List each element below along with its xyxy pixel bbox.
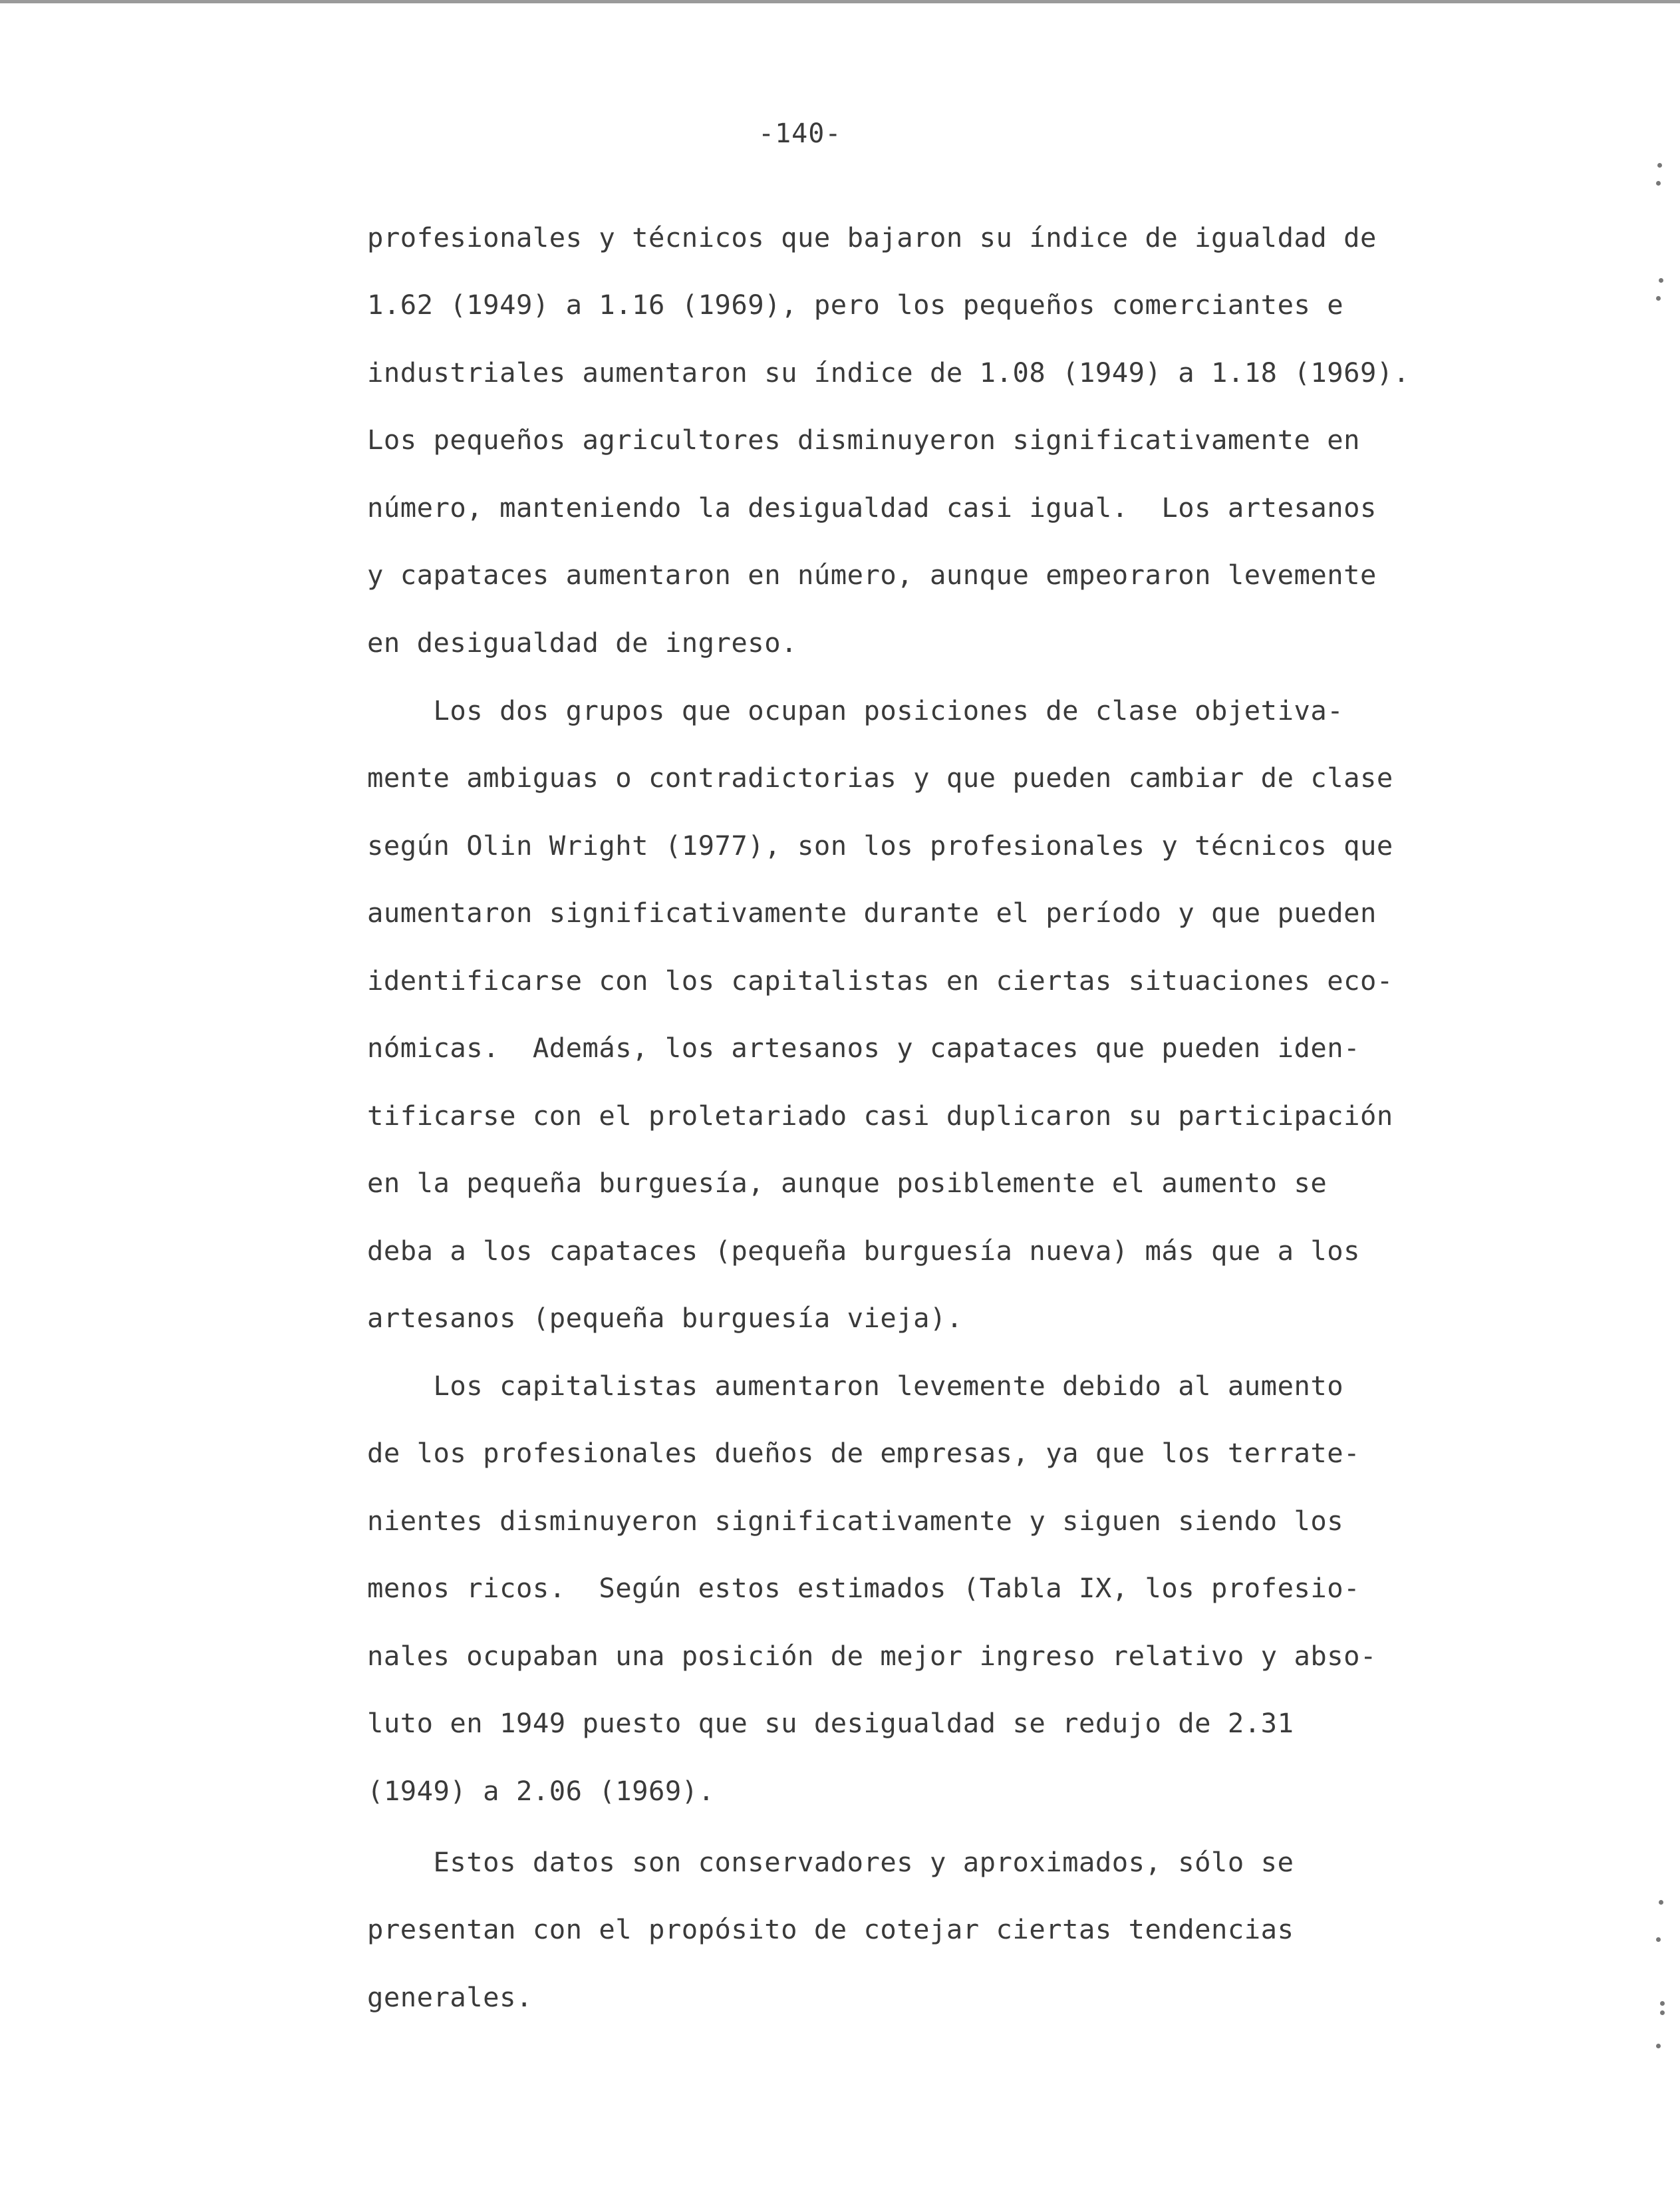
text-line: industriales aumentaron su índice de 1.08 (1949) a 1.18 (1969). [367,357,1410,389]
text-line: nales ocupaban una posición de mejor ingreso relativo y abso- [367,1640,1377,1672]
text-line: y capataces aumentaron en número, aunque empeoraron levemente [367,559,1377,591]
text-line: luto en 1949 puesto que su desigualdad se redujo de 2.31 [367,1707,1294,1739]
text-line: 1.62 (1949) a 1.16 (1969), pero los pequeños comerciantes e [367,289,1344,321]
text-line: deba a los capataces (pequeña burguesía nueva) más que a los [367,1235,1360,1267]
text-line: nómicas. Además, los artesanos y capataces que pueden iden- [367,1032,1360,1064]
text-line: mente ambiguas o contradictorias y que pueden cambiar de clase [367,762,1393,794]
text-line: presentan con el propósito de cotejar ciertas tendencias [367,1913,1294,1945]
scan-speck [1656,181,1661,186]
scan-speck [1660,2010,1665,2015]
text-line: número, manteniendo la desigualdad casi igual. Los artesanos [367,492,1377,524]
text-line: en la pequeña burguesía, aunque posiblemente el aumento se [367,1167,1328,1199]
text-line: en desigualdad de ingreso. [367,627,797,659]
text-line: Los pequeños agricultores disminuyeron significativamente en [367,424,1360,456]
scan-top-edge [0,0,1680,3]
scan-speck [1659,278,1663,283]
scan-speck [1657,163,1662,168]
text-line: de los profesionales dueños de empresas, ya que los terrate- [367,1437,1360,1469]
scan-speck [1656,2044,1661,2048]
text-line: según Olin Wright (1977), son los profesionales y técnicos que [367,830,1393,862]
text-line: menos ricos. Según estos estimados (Tabla IX, los profesio- [367,1572,1360,1604]
text-line: tificarse con el proletariado casi duplicaron su participación [367,1100,1393,1132]
scan-speck [1660,2001,1665,2006]
scan-speck [1656,296,1661,301]
text-line: generales. [367,1981,533,2013]
scan-speck [1656,1937,1661,1942]
text-line: (1949) a 2.06 (1969). [367,1775,715,1807]
text-line: aumentaron significativamente durante el período y que pueden [367,897,1377,929]
text-line: artesanos (pequeña burguesía vieja). [367,1302,963,1334]
text-line: Los dos grupos que ocupan posiciones de clase objetiva- [367,695,1344,726]
text-line: identificarse con los capitalistas en ciertas situaciones eco- [367,965,1393,997]
page-number: -140- [758,118,842,149]
text-line: profesionales y técnicos que bajaron su índice de igualdad de [367,222,1377,253]
text-line: nientes disminuyeron significativamente y siguen siendo los [367,1505,1344,1537]
text-line: Estos datos son conservadores y aproximados, sólo se [367,1846,1294,1878]
text-line: Los capitalistas aumentaron levemente debido al aumento [367,1370,1344,1402]
scan-speck [1659,1900,1663,1905]
